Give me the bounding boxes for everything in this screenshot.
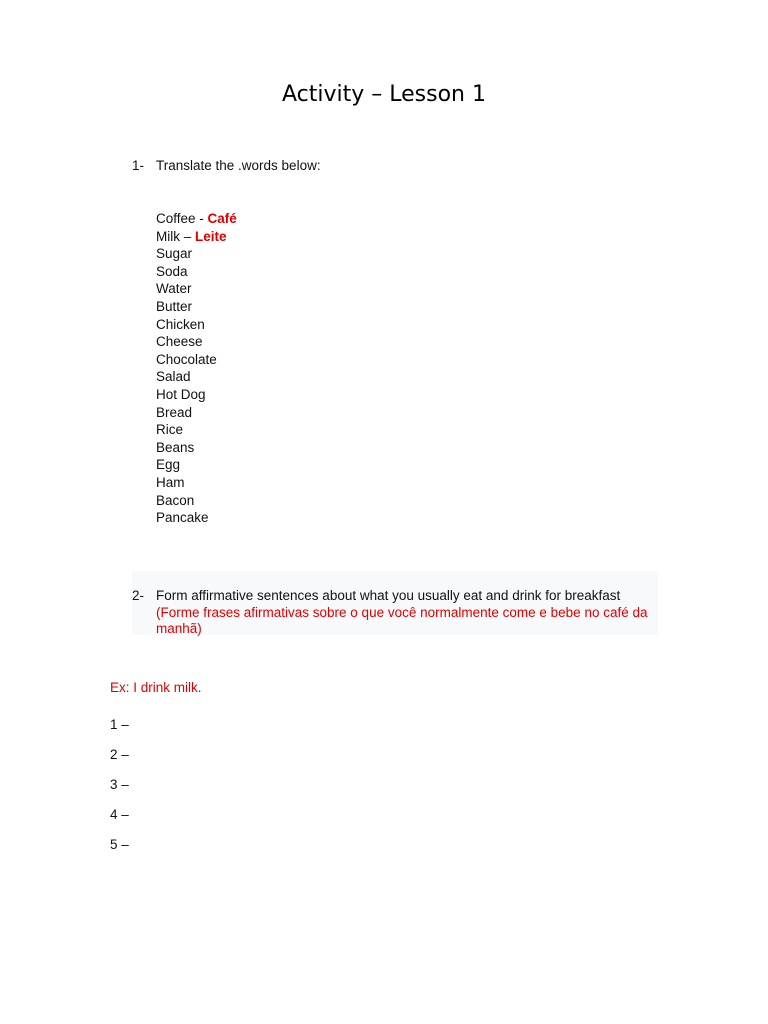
word-label: Egg [156, 457, 181, 473]
word-label: Beans [156, 439, 195, 455]
word-label: Chocolate [156, 351, 217, 367]
word-item [156, 316, 237, 334]
word-item [156, 210, 237, 228]
word-item [156, 474, 237, 492]
example-sentence: Ex: I drink milk. [110, 680, 202, 695]
word-label: Bread [156, 404, 193, 420]
answer-blank: 2 – [110, 747, 129, 762]
answer-blank: 3 – [110, 777, 129, 792]
word-label: Coffee - [156, 211, 208, 226]
word-label: Butter [156, 298, 193, 314]
word-item [156, 263, 237, 281]
word-label: Hot Dog [156, 386, 206, 402]
word-label: Bacon [156, 492, 195, 508]
word-label: Soda [156, 263, 188, 279]
word-item [156, 351, 237, 369]
word-list [156, 210, 237, 527]
question-1-number: 1- [132, 158, 145, 173]
word-item [156, 404, 237, 422]
word-label: Salad [156, 369, 191, 385]
word-item [156, 492, 237, 510]
word-item [156, 509, 237, 527]
question-1 [132, 157, 321, 174]
question-2-translation: (Forme frases afirmativas sobre o que você normalmente come e bebe no café da manhã) [156, 604, 648, 636]
word-item [156, 439, 237, 457]
word-item [156, 386, 237, 404]
word-label: Chicken [156, 316, 205, 332]
word-item [156, 298, 237, 316]
word-answer: Leite [195, 228, 227, 244]
word-label: Sugar [156, 246, 193, 262]
answer-blank: 4 – [110, 807, 129, 822]
word-item [156, 333, 237, 351]
word-item [156, 456, 237, 474]
answer-blank: 5 – [110, 837, 129, 852]
word-label: Milk – [156, 228, 196, 244]
word-item [156, 421, 237, 439]
question-2-text: Form affirmative sentences about what you usually eat and drink for breakfast [156, 588, 621, 603]
question-2 [132, 588, 658, 638]
word-label: Ham [156, 474, 185, 490]
question-2-number: 2- [132, 588, 145, 603]
question-1-text: Translate the .words below: [156, 158, 321, 173]
word-label: Pancake [156, 510, 209, 526]
word-label: Rice [156, 422, 184, 438]
answer-blank: 1 – [110, 717, 129, 732]
word-item [156, 280, 237, 298]
word-item [156, 245, 237, 263]
answer-blank-list [110, 710, 129, 860]
word-answer: Café [207, 211, 237, 226]
word-label: Cheese [156, 334, 203, 350]
word-item [156, 228, 237, 246]
page-title: Activity – Lesson 1 [282, 82, 486, 107]
word-item [156, 368, 237, 386]
word-label: Water [156, 281, 192, 297]
